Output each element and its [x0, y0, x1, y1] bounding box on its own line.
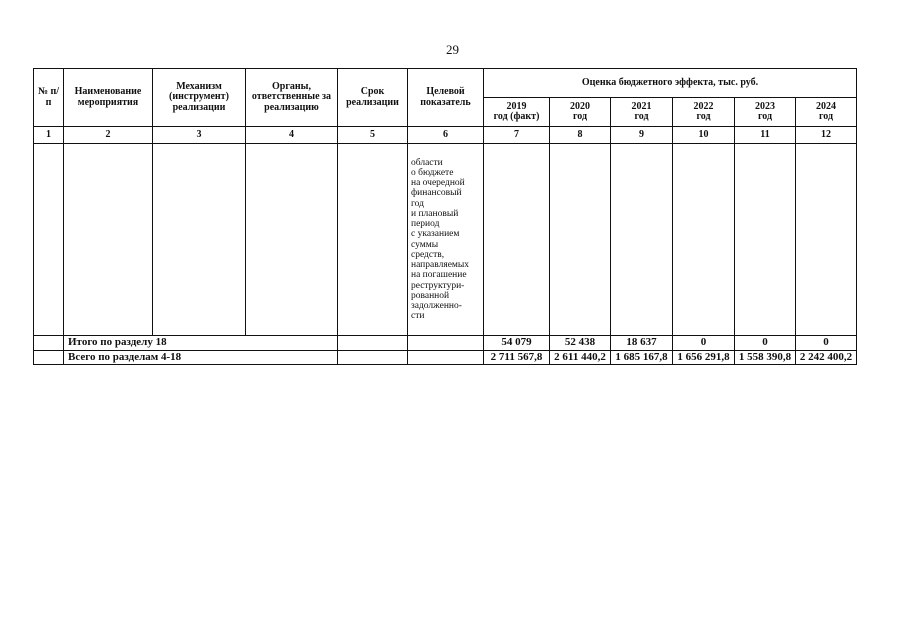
cell-num: [34, 350, 64, 365]
col-number: 12: [796, 127, 857, 144]
header-year-2020: 2020 год: [550, 98, 611, 127]
cell-name: [64, 144, 153, 336]
total-2021: 18 637: [611, 336, 673, 351]
indicator-line: средств,: [411, 249, 445, 260]
col-number: 9: [611, 127, 673, 144]
total-2019: 54 079: [484, 336, 550, 351]
header-name: Наименование мероприятия: [64, 69, 153, 127]
header-indicator: Целевой показатель: [408, 69, 484, 127]
col-number: 2: [64, 127, 153, 144]
grand-total-label: Всего по разделам 4-18: [64, 350, 338, 365]
cell-num: [34, 144, 64, 336]
header-year-2022: 2022 год: [673, 98, 735, 127]
indicator-line: суммы: [411, 239, 439, 250]
indicator-line: области: [411, 157, 443, 168]
grand-total-row: [34, 350, 857, 365]
grand-total-2023: 1 558 390,8: [735, 350, 796, 365]
header-mechanism: Механизм (инструмент) реализации: [153, 69, 246, 127]
header-term: Срок реализации: [338, 69, 408, 127]
col-number: 8: [550, 127, 611, 144]
indicator-line: год: [411, 198, 424, 209]
col-number: 6: [408, 127, 484, 144]
section-total-row: [34, 336, 857, 351]
grand-total-2022: 1 656 291,8: [673, 350, 735, 365]
total-2023: 0: [735, 336, 796, 351]
col-number: 7: [484, 127, 550, 144]
cell-2019: [484, 144, 550, 336]
cell-mechanism: [153, 144, 246, 336]
total-2020: 52 438: [550, 336, 611, 351]
header-year-2019: 2019 год (факт): [484, 98, 550, 127]
indicator-line: и плановый: [411, 208, 459, 219]
col-number: 1: [34, 127, 64, 144]
header-budget-effect: Оценка бюджетного эффекта, тыс. руб.: [484, 69, 857, 98]
indicator-line: на очередной: [411, 178, 465, 188]
header-year-2021: 2021 год: [611, 98, 673, 127]
indicator-line: реструктури-: [411, 280, 465, 291]
cell-num: [34, 336, 64, 351]
grand-total-2024: 2 242 400,2: [796, 350, 857, 365]
col-number: 11: [735, 127, 796, 144]
cell-2021: [611, 144, 673, 336]
cell-term: [338, 144, 408, 336]
section-total-label: Итого по разделу 18: [64, 336, 338, 351]
cell-2020: [550, 144, 611, 336]
column-number-row: [34, 127, 857, 144]
cell-indicator: [408, 336, 484, 351]
header-year-2023: 2023 год: [735, 98, 796, 127]
header-responsible-bodies: Органы, ответственные за реализацию: [246, 69, 338, 127]
cell-indicator: [408, 350, 484, 365]
total-2022: 0: [673, 336, 735, 351]
cell-2022: [673, 144, 735, 336]
indicator-line: с указанием: [411, 229, 460, 240]
grand-total-2020: 2 611 440,2: [550, 350, 611, 365]
cell-2024: [796, 144, 857, 336]
col-number: 5: [338, 127, 408, 144]
cell-term: [338, 336, 408, 351]
grand-total-2019: 2 711 567,8: [484, 350, 550, 365]
col-number: 3: [153, 127, 246, 144]
header-year-2024: 2024 год: [796, 98, 857, 127]
cell-indicator-text: [408, 144, 484, 336]
indicator-line: задолженно-: [411, 301, 462, 311]
indicator-line: на погашение: [411, 270, 467, 281]
page-number: 29: [446, 42, 459, 57]
grand-total-2021: 1 685 167,8: [611, 350, 673, 365]
cell-bodies: [246, 144, 338, 336]
total-2024: 0: [796, 336, 857, 351]
indicator-line: направляемых: [411, 260, 470, 270]
header-num: № п/п: [34, 69, 64, 127]
indicator-line: период: [411, 219, 440, 229]
indicator-line: рованной: [411, 290, 450, 301]
budget-effect-table: [33, 68, 857, 365]
indicator-line: о бюджете: [411, 167, 454, 178]
table-row: [34, 144, 857, 336]
cell-2023: [735, 144, 796, 336]
col-number: 10: [673, 127, 735, 144]
indicator-line: сти: [411, 311, 425, 322]
indicator-line: финансовый: [411, 188, 462, 199]
cell-term: [338, 350, 408, 365]
col-number: 4: [246, 127, 338, 144]
